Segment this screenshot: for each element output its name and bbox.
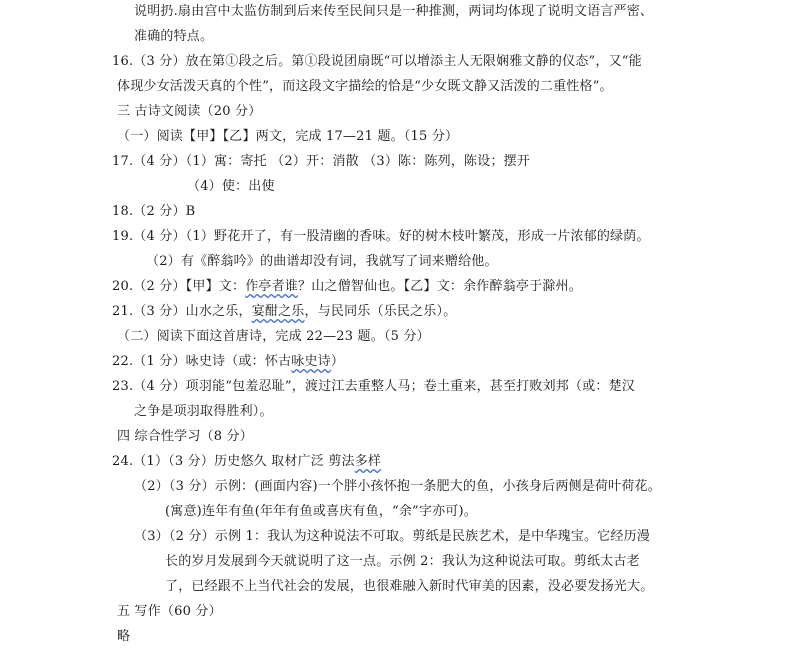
- answer-24-3-line-1: （3）（2 分）示例 1：我认为这种说法不可取。剪纸是民族艺术，是中华瑰宝。它经历漫: [134, 529, 650, 544]
- subsection-2-heading: （二）阅读下面这首唐诗，完成 22—23 题。（5 分）: [117, 329, 430, 344]
- answer-17-line-1: 17.（4 分）（1）寓：寄托 （2）开：消散 （3）陈：陈列，陈设；摆开: [112, 154, 531, 169]
- answer-24-3-line-3: 了，已经跟不上当代社会的发展，也很难融入新时代审美的因素，没必要发扬光大。: [165, 579, 654, 594]
- answer-18: 18.（2 分）B: [112, 204, 196, 219]
- answer-16-line-1: 16.（3 分）放在第①段之后。第①段说团扇既“可以增添主人无限娴雅文静的仪态”，又“能: [112, 54, 642, 69]
- answer-23-line-1: 23.（4 分）项羽能“包羞忍耻”，渡过江去重整人马；卷土重来，甚至打败刘邦（或：楚汉: [112, 379, 635, 394]
- section-3-heading: 三 古诗文阅读（20 分）: [117, 104, 262, 119]
- answer-20: 20.（2 分）【甲】文：作亭者谁？山之僧智仙也。【乙】文：余作醉翁亭于滁州。: [112, 279, 582, 294]
- answer-17-line-2: （4）使：出使: [187, 179, 275, 194]
- answer-24-1: 24.（1）（3 分）历史悠久 取材广泛 剪法多样: [112, 454, 382, 469]
- answer-19-line-2: （2）有《醉翁吟》的曲谱却没有词，我就写了词来赠给他。: [146, 254, 498, 269]
- section-5-heading: 五 写作（60 分）: [117, 604, 222, 619]
- answer-23-line-2: 之争是项羽取得胜利）。: [134, 404, 273, 419]
- answer-22: 22.（1 分）咏史诗（或：怀古咏史诗）: [112, 354, 345, 369]
- subsection-1-heading: （一）阅读【甲】【乙】两文，完成 17—21 题。（15 分）: [117, 129, 459, 144]
- answer-21: 21.（3 分）山水之乐，宴酣之乐，与民同乐（乐民之乐）。: [112, 304, 457, 319]
- answer-24-3-line-2: 长的岁月发展到今天就说明了这一点。示例 2：我认为这种说法可取。剪纸太古老: [165, 554, 640, 569]
- text-line-2: 准确的特点。: [134, 29, 214, 44]
- answer-24-2-line-2: (寓意)连年有鱼(年年有鱼或喜庆有鱼，“余”字亦可)。: [165, 504, 477, 519]
- section-4-heading: 四 综合性学习（8 分）: [117, 429, 253, 444]
- text-line-1: 说明扔.扇由宫中太监仿制到后来传至民间只是一种推测，两词均体现了说明文语言严密、: [134, 4, 654, 19]
- answer-16-line-2: 体现少女活泼天真的个性”，而这段文字描绘的恰是“少女既文静又活泼的二重性格”。: [117, 79, 613, 94]
- writing-answer: 略: [117, 629, 131, 644]
- answer-19-line-1: 19.（4 分）（1）野花开了，有一股清幽的香味。好的树木枝叶繁茂，形成一片浓郁的绿荫。: [112, 229, 650, 244]
- answer-24-2-line-1: （2）（3 分）示例：(画面内容)一个胖小孩怀抱一条肥大的鱼，小孩身后两侧是荷叶荷花。: [134, 479, 661, 494]
